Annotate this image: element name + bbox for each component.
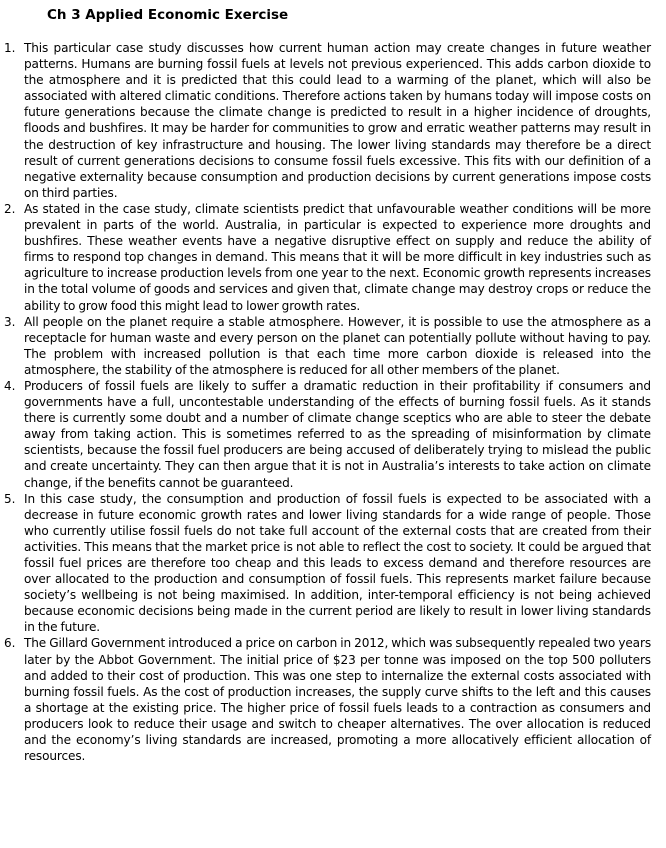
item-number: 3.	[4, 314, 16, 329]
item-text: In this case study, the consumption and production of fossil fuels is expected to be associated with a decrease in future economic growth rates and lower living standards for a wide range of people. Those who currently utilise fossil fuels do not take full account of the external costs that are created from their activities. This means that the market price is not able to reflect the cost to society. It could be argued that fossil fuel prices are therefore too cheap and this leads to excess demand and therefore resources are over allocated to the production and consumption of fossil fuels. This represents market failure because society’s wellbeing is not being maximised. In addition, inter-temporal efficiency is not being achieved because economic decisions being made in the current period are likely to result in lower living standards in the future.	[24, 491, 651, 635]
item-text: As stated in the case study, climate scientists predict that unfavourable weather conditions will be more prevalent in parts of the world. Australia, in particular is expected to experience more droughts and bushfires. These weather events have a negative disruptive effect on supply and reduce the ability of firms to respond top changes in demand. This means that it will be more difficult in key industries such as agriculture to increase production levels from one year to the next. Economic growth represents increases in the total volume of goods and services and given that, climate change may destroy crops or reduce the ability to grow food this might lead to lower growth rates.	[24, 201, 651, 313]
item-number: 4.	[4, 378, 16, 393]
answer-item-6	[0, 635, 666, 764]
answer-item-5	[0, 491, 666, 636]
document-title: Ch 3 Applied Economic Exercise	[47, 7, 289, 23]
item-text: Producers of fossil fuels are likely to suffer a dramatic reduction in their profitability if consumers and governments have a full, uncontestable understanding of the effects of burning fossil fuels. As it stands there is currently some doubt and a number of climate change sceptics who are able to steer the debate away from taking action. This is sometimes referred to as the spreading of misinformation by climate scientists, because the fossil fuel producers are being accused of deliberately trying to mislead the public and create uncertainty. They can then argue that it is not in Australia’s interests to take action on climate change, if the benefits cannot be guaranteed.	[24, 378, 651, 490]
answer-item-2	[0, 201, 666, 314]
answer-item-4	[0, 378, 666, 491]
answer-list	[0, 40, 666, 764]
item-text: This particular case study discusses how current human action may create changes in future weather patterns. Humans are burning fossil fuels at levels not previous experienced. This adds carbon dioxide to the atmosphere and it is predicted that this could lead to a warming of the planet, which will also be associated with altered climatic conditions. Therefore actions taken by humans today will impose costs on future generations because the climate change is predicted to result in a higher incidence of droughts, floods and bushfires. It may be harder for communities to grow and erratic weather patterns may result in the destruction of key infrastructure and housing. The lower living standards may therefore be a direct result of current generations decisions to consume fossil fuels excessive. This fits with our definition of a negative externality because consumption and production decisions by current generations impose costs on third parties.	[24, 41, 651, 200]
item-text: The Gillard Government introduced a price on carbon in 2012, which was subsequently repealed two years later by the Abbot Government. The initial price of $23 per tonne was imposed on the top 500 polluters and added to their cost of production. This was one step to internalize the external costs associated with burning fossil fuels. As the cost of production increases, the supply curve shifts to the left and this causes a shortage at the existing price. The higher price of fossil fuels leads to a contraction as consumers and producers look to reduce their usage and switch to cheaper alternatives. The over allocation is reduced and the economy’s living standards are increased, promoting a more allocatively efficient allocation of resources.	[24, 636, 651, 764]
answer-item-3	[0, 314, 666, 378]
item-number: 5.	[4, 491, 16, 506]
answer-item-1	[0, 40, 666, 201]
item-number: 2.	[4, 201, 16, 216]
item-number: 1.	[4, 41, 16, 55]
item-number: 6.	[4, 636, 16, 651]
item-text: All people on the planet require a stable atmosphere. However, it is possible to use the atmosphere as a receptacle for human waste and every person on the planet can potentially pollute without having to pay. The problem with increased pollution is that each time more carbon dioxide is released into the atmosphere, the stability of the atmosphere is reduced for all other members of the planet.	[24, 314, 651, 377]
